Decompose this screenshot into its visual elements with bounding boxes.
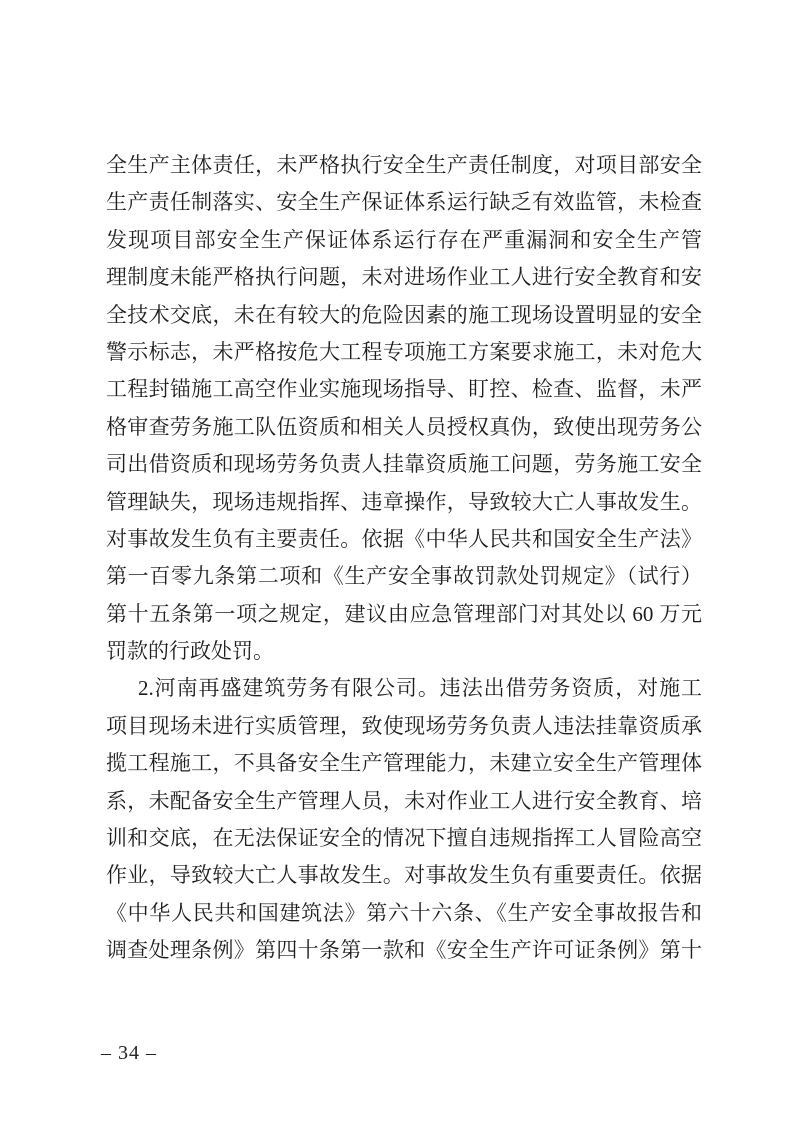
text-line: 罚款的行政处罚。 [106, 639, 274, 664]
text-line: 工程封锚施工高空作业实施现场指导、盯控、检查、监督，未严 [106, 377, 702, 402]
text-line: 作业，导致较大亡人事故发生。对事故发生负有重要责任。依据 [106, 863, 702, 888]
paragraph-1-continuation [106, 147, 702, 670]
text-line: 2.河南再盛建筑劳务有限公司。违法出借劳务资质，对施工 [138, 676, 702, 701]
text-line: 司出借资质和现场劳务负责人挂靠资质施工问题，劳务施工安全 [106, 452, 702, 477]
text-line: 项目现场未进行实质管理，致使现场劳务负责人违法挂靠资质承 [106, 713, 702, 738]
text-line: 揽工程施工，不具备安全生产管理能力，未建立安全生产管理体 [106, 751, 702, 776]
document-text [106, 147, 702, 970]
text-line: 第一百零九条第二项和《生产安全事故罚款处罚规定》（试行） [106, 564, 702, 589]
text-line: 警示标志，未严格按危大工程专项施工方案要求施工，未对危大 [106, 339, 702, 364]
text-line: 对事故发生负有主要责任。依据《中华人民共和国安全生产法》 [106, 526, 702, 551]
text-line: 生产责任制落实、安全生产保证体系运行缺乏有效监管，未检查 [106, 190, 702, 215]
text-line: 系，未配备安全生产管理人员，未对作业工人进行安全教育、培 [106, 788, 702, 813]
text-line: 理制度未能严格执行问题，未对进场作业工人进行安全教育和安 [106, 265, 702, 290]
text-line: 训和交底，在无法保证安全的情况下擅自违规指挥工人冒险高空 [106, 826, 702, 851]
text-line: 发现项目部安全生产保证体系运行存在严重漏洞和安全生产管 [106, 227, 702, 252]
page-number: – 34 – [101, 1042, 157, 1064]
text-line: 全生产主体责任，未严格执行安全生产责任制度，对项目部安全 [106, 153, 702, 177]
text-line: 《中华人民共和国建筑法》第六十六条、《生产安全事故报告和 [106, 900, 702, 925]
text-line: 管理缺失，现场违规指挥、违章操作，导致较大亡人事故发生。 [106, 489, 702, 514]
text-line: 调查处理条例》第四十条第一款和《安全生产许可证条例》第十 [106, 938, 702, 963]
paragraph-2 [106, 670, 702, 969]
text-line: 全技术交底，未在有较大的危险因素的施工现场设置明显的安全 [106, 302, 702, 327]
text-line: 第十五条第一项之规定，建议由应急管理部门对其处以 60 万元 [106, 601, 702, 626]
text-line: 格审查劳务施工队伍资质和相关人员授权真伪，致使出现劳务公 [106, 414, 702, 439]
